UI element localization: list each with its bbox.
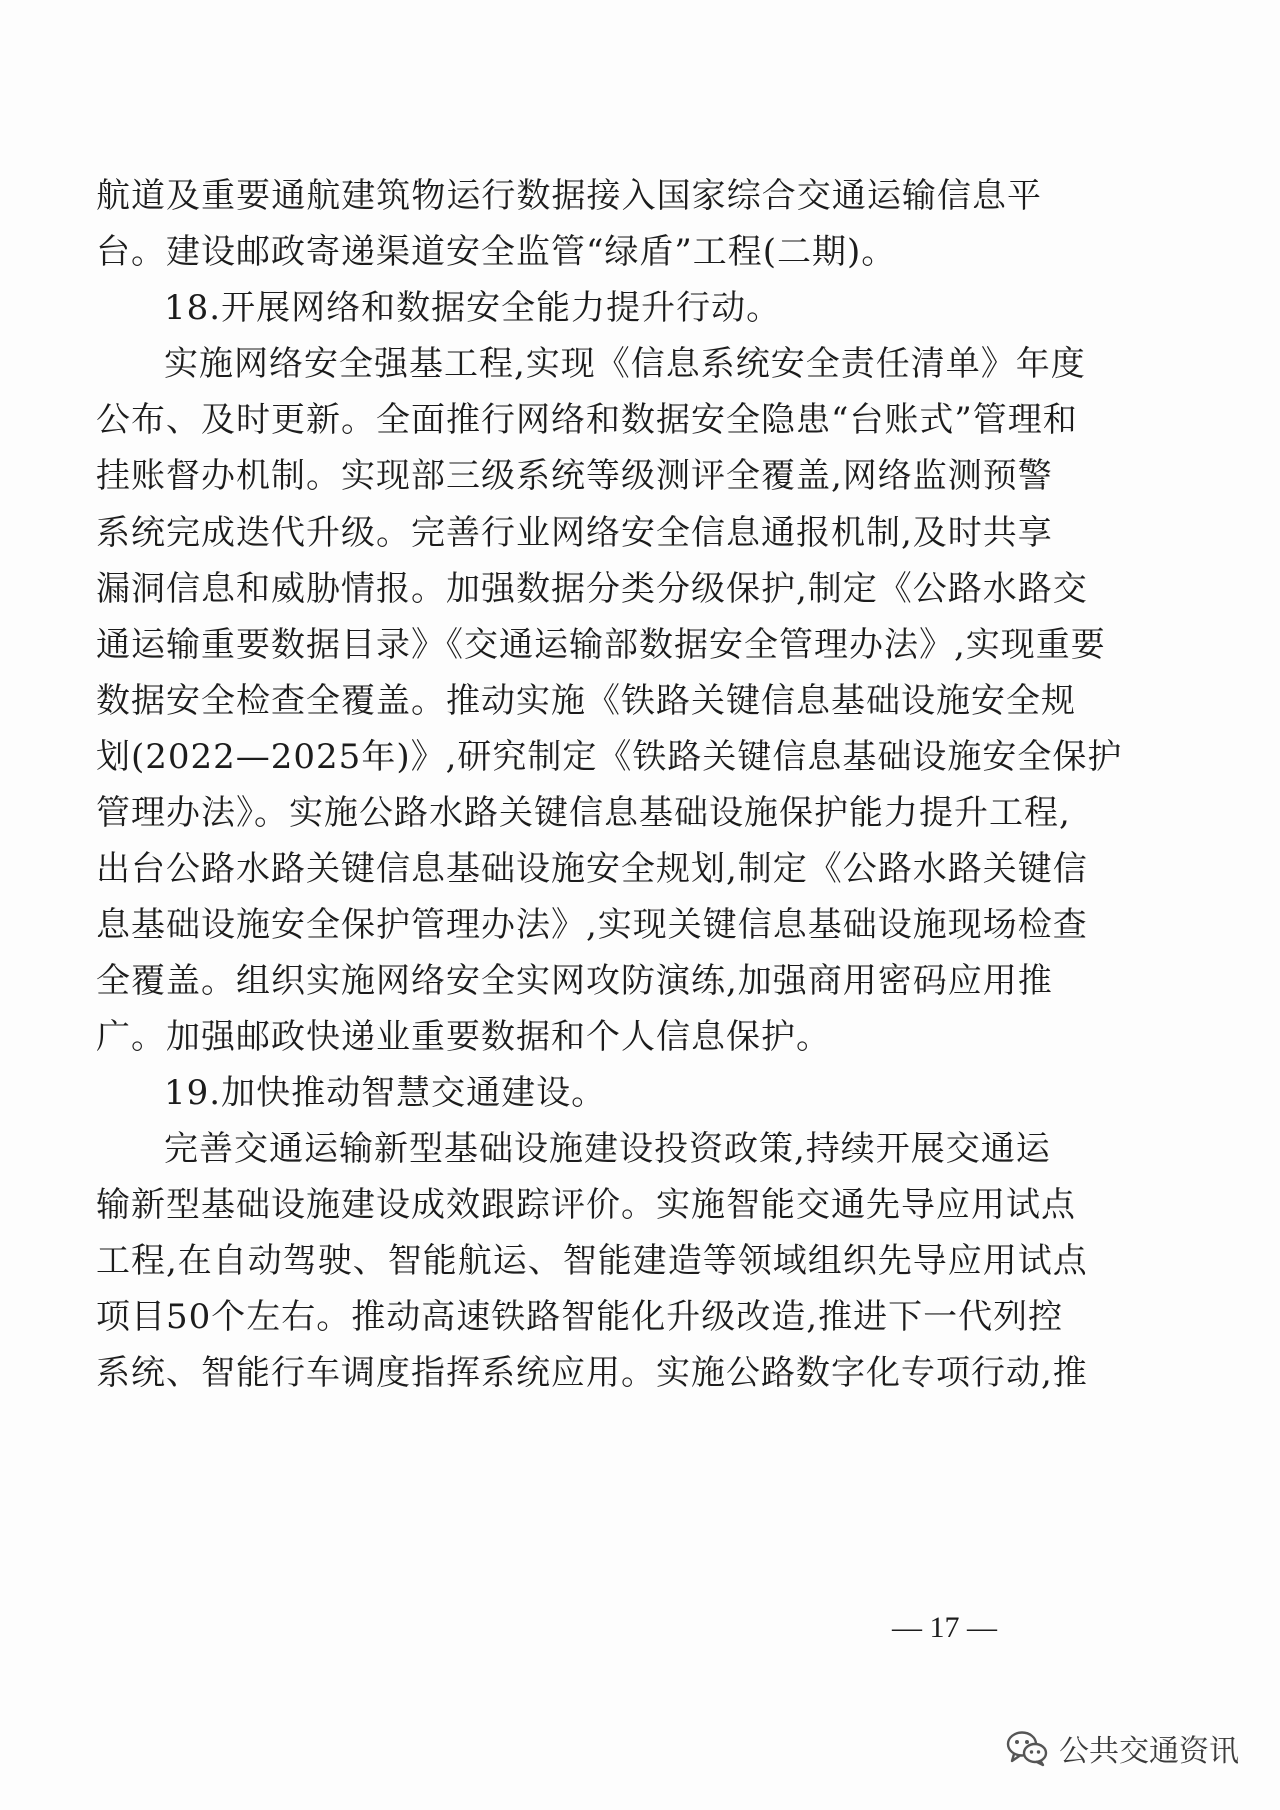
- text-line: 完善交通运输新型基础设施建设投资政策,持续开展交通运: [164, 1129, 1051, 1169]
- wechat-icon: [1005, 1728, 1049, 1768]
- text-line: 管理办法》。实施公路水路关键信息基础设施保护能力提升工程,: [96, 793, 1071, 833]
- text-line: 挂账督办机制。实现部三级系统等级测评全覆盖,网络监测预警: [96, 456, 1053, 496]
- text-line: 全覆盖。组织实施网络安全实网攻防演练,加强商用密码应用推: [96, 961, 1053, 1001]
- text-line: 息基础设施安全保护管理办法》,实现关键信息基础设施现场检查: [96, 905, 1088, 945]
- text-line: 数据安全检查全覆盖。推动实施《铁路关键信息基础设施安全规: [96, 681, 1076, 721]
- watermark-text: 公共交通资讯: [1059, 1734, 1239, 1769]
- text-line: 台。建设邮政寄递渠道安全监管“绿盾”工程(二期)。: [96, 232, 897, 272]
- text-line: 项目50个左右。推动高速铁路智能化升级改造,推进下一代列控: [96, 1297, 1064, 1337]
- text-line: 公布、及时更新。全面推行网络和数据安全隐患“台账式”管理和: [96, 400, 1078, 440]
- text-line: 通运输重要数据目录》《交通运输部数据安全管理办法》,实现重要: [96, 625, 1106, 665]
- text-line: 出台公路水路关键信息基础设施安全规划,制定《公路水路关键信: [96, 849, 1088, 889]
- text-line: 航道及重要通航建筑物运行数据接入国家综合交通运输信息平: [96, 176, 1042, 216]
- section-heading-19: 19.加快推动智慧交通建设。: [164, 1073, 607, 1113]
- section-heading-18: 18.开展网络和数据安全能力提升行动。: [164, 288, 782, 328]
- text-line: 划(2022—2025年)》,研究制定《铁路关键信息基础设施安全保护: [96, 737, 1123, 777]
- watermark: [1005, 1726, 1239, 1770]
- page-number: — 17 —: [892, 1611, 997, 1644]
- text-line: 系统、智能行车调度指挥系统应用。实施公路数字化专项行动,推: [96, 1353, 1088, 1393]
- text-line: 工程,在自动驾驶、智能航运、智能建造等领域组织先导应用试点: [96, 1241, 1088, 1281]
- text-line: 广。加强邮政快递业重要数据和个人信息保护。: [96, 1017, 831, 1057]
- text-line: 漏洞信息和威胁情报。加强数据分类分级保护,制定《公路水路交: [96, 569, 1088, 609]
- text-line: 系统完成迭代升级。完善行业网络安全信息通报机制,及时共享: [96, 513, 1053, 553]
- text-line: 实施网络安全强基工程,实现《信息系统安全责任清单》年度: [164, 344, 1086, 384]
- text-line: 输新型基础设施建设成效跟踪评价。实施智能交通先导应用试点: [96, 1185, 1076, 1225]
